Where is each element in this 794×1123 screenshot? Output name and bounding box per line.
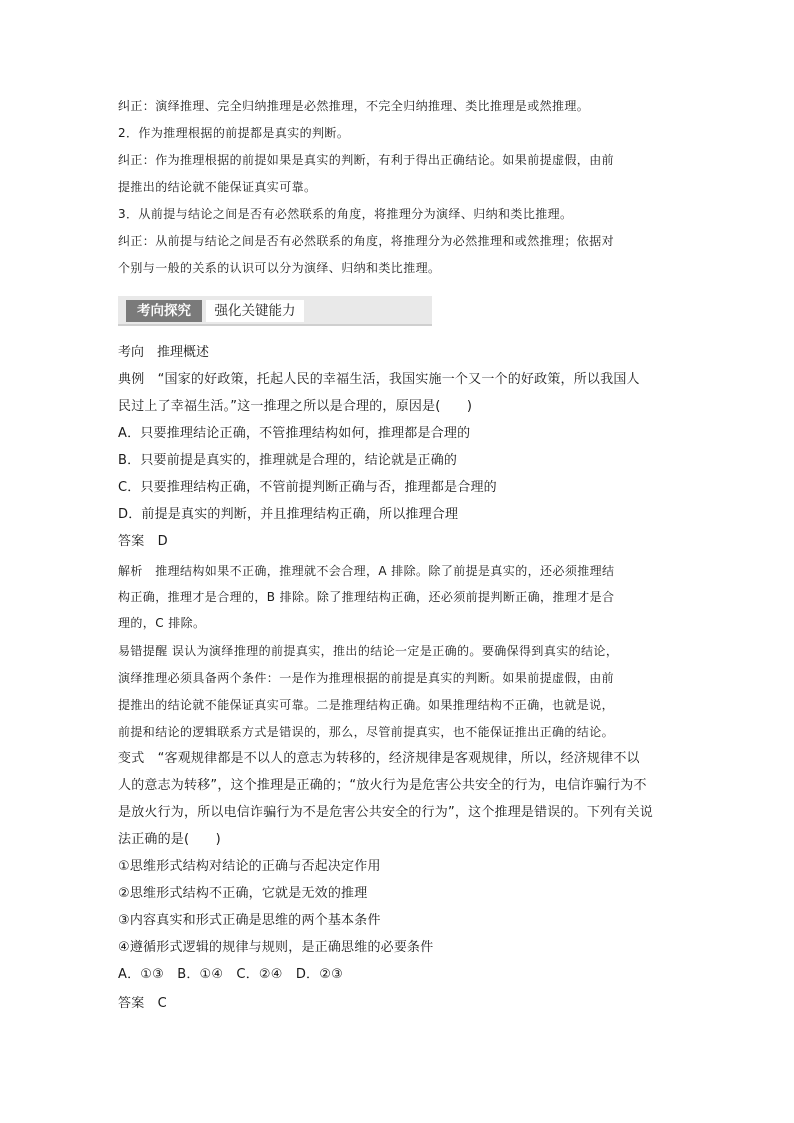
correction-2-line-2: 提推出的结论就不能保证真实可靠。 (118, 180, 317, 194)
item-2: 2．作为推理根据的前提都是真实的判断。 (118, 126, 350, 140)
tip-line-4: 前提和结论的逻辑联系方式是错误的，那么，尽管前提真实，也不能保证推出正确的结论。 (118, 725, 615, 739)
example-answer: 答案 D (118, 534, 168, 549)
section-heading: 考向 推理概述 (118, 345, 210, 360)
statement-2: ②思维形式结构不正确，它就是无效的推理 (118, 886, 368, 901)
variant-answer: 答案 C (118, 996, 167, 1011)
banner-tag: 考向探究 (126, 300, 202, 322)
statement-4: ④遵循形式逻辑的规律与规则，是正确思维的必要条件 (118, 940, 434, 955)
analysis-line-3: 理的，C 排除。 (118, 616, 206, 630)
tip-line-3: 提推出的结论就不能保证真实可靠。二是推理结构正确。如果推理结构不正确，也就是说， (118, 698, 615, 712)
option-c: C．只要推理结构正确，不管前提判断正确与否，推理都是合理的 (118, 480, 497, 495)
variant-line-1: 变式 “客观规律都是不以人的意志为转移的，经济规律是客观规律，所以，经济规律不以 (118, 751, 640, 766)
statement-1: ①思维形式结构对结论的正确与否起决定作用 (118, 859, 381, 874)
variant-line-2: 人的意志为转移”，这个推理是正确的；“放火行为是危害公共安全的行为，电信诈骗行为不 (118, 778, 647, 793)
variant-options: A．①③ B．①④ C．②④ D．②③ (118, 967, 343, 982)
variant-line-3: 是放火行为，所以电信诈骗行为不是危害公共安全的行为”，这个推理是错误的。下列有关说 (118, 805, 653, 820)
statement-3: ③内容真实和形式正确是思维的两个基本条件 (118, 913, 381, 928)
correction-3-line-2: 个别与一般的关系的认识可以分为演绎、归纳和类比推理。 (118, 261, 441, 275)
tip-line-2: 演绎推理必须具备两个条件：一是作为推理根据的前提是真实的判断。如果前提虚假，由前 (118, 671, 615, 685)
option-a: A．只要推理结论正确，不管推理结构如何，推理都是合理的 (118, 426, 471, 441)
analysis-line-1: 解析 推理结构如果不正确，推理就不会合理，A 排除。除了前提是真实的，还必须推理结 (118, 564, 615, 578)
banner-title: 强化关键能力 (206, 300, 304, 322)
tip-line-1: 易错提醒 误认为演绎推理的前提真实，推出的结论一定是正确的。要确保得到真实的结论， (118, 644, 619, 658)
item-3: 3．从前提与结论之间是否有必然联系的角度，将推理分为演绎、归纳和类比推理。 (118, 207, 573, 221)
correction-3-line-1: 纠正：从前提与结论之间是否有必然联系的角度，将推理分为必然推理和或然推理；依据对 (118, 234, 615, 248)
option-b: B．只要前提是真实的，推理就是合理的，结论就是正确的 (118, 453, 458, 468)
example-line-1: 典例 “国家的好政策，托起人民的幸福生活，我国实施一个又一个的好政策，所以我国人 (118, 372, 640, 387)
variant-line-4: 法正确的是( ) (118, 832, 221, 847)
correction-2-line-1: 纠正：作为推理根据的前提如果是真实的判断，有利于得出正确结论。如果前提虚假，由前 (118, 153, 615, 167)
analysis-line-2: 构正确，推理才是合理的，B 排除。除了推理结构正确，还必须前提判断正确，推理才是合 (118, 590, 615, 604)
example-line-2: 民过上了幸福生活。”这一推理之所以是合理的，原因是( ) (118, 399, 473, 414)
option-d: D．前提是真实的判断，并且推理结构正确，所以推理合理 (118, 507, 459, 522)
correction-1: 纠正：演绎推理、完全归纳推理是必然推理，不完全归纳推理、类比推理是或然推理。 (118, 99, 590, 113)
section-banner (118, 296, 432, 326)
